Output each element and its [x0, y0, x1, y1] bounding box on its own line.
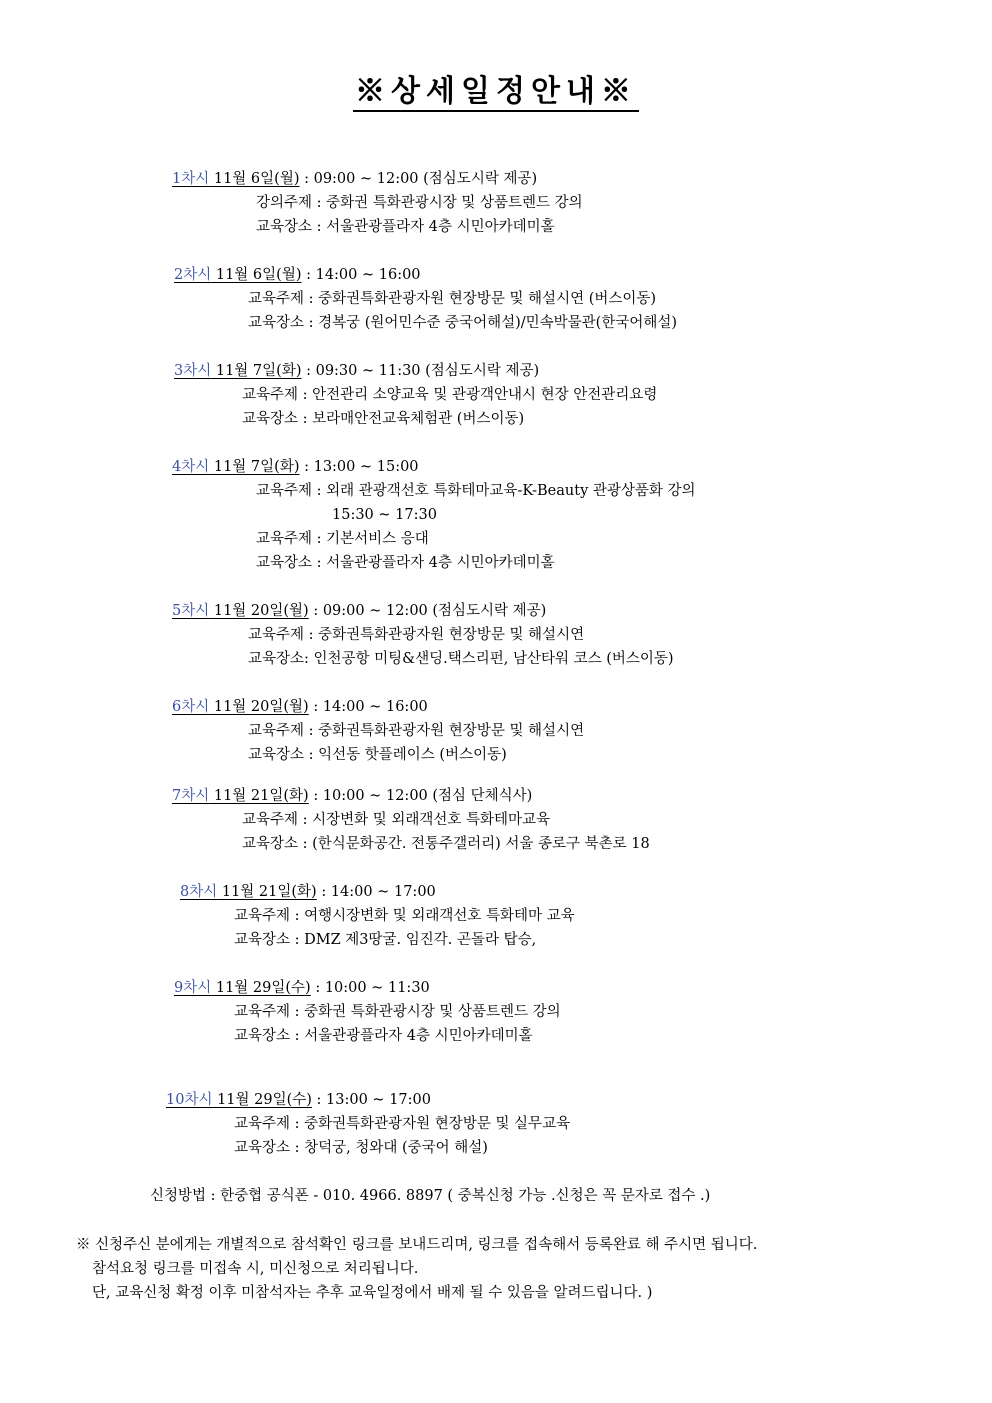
session-10-header [166, 1091, 431, 1109]
session-2-time: : 14:00 ~ 16:00 [301, 267, 421, 283]
session-3-number: 3차시 [174, 363, 212, 379]
session-9-line-1: 교육주제 : 중화권 특화관광시장 및 상품트렌드 강의 [234, 1004, 561, 1020]
session-5-date: 11월 20일(월) [209, 603, 309, 619]
session-7-header [172, 787, 532, 805]
session-2-header [174, 266, 421, 284]
session-1-date: 11월 6일(월) [209, 171, 300, 187]
session-6-time: : 14:00 ~ 16:00 [308, 699, 428, 715]
session-7-time: : 10:00 ~ 12:00 (점심 단체식사) [308, 788, 533, 804]
session-4-header [172, 458, 419, 476]
session-5-line-2: 교육장소: 인천공항 미팅&샌딩.택스리펀, 남산타워 코스 (버스이동) [248, 651, 674, 667]
session-2-date: 11월 6일(월) [211, 267, 302, 283]
session-6-date: 11월 20일(월) [209, 699, 309, 715]
session-8-number: 8차시 [180, 884, 218, 900]
session-8-line-2: 교육장소 : DMZ 제3땅굴. 임진각. 곤돌라 탑승, [234, 932, 537, 948]
session-5-number: 5차시 [172, 603, 210, 619]
session-6-line-2: 교육장소 : 익선동 핫플레이스 (버스이동) [248, 747, 507, 763]
session-6-line-1: 교육주제 : 중화권특화관광자원 현장방문 및 해설시연 [248, 723, 585, 739]
session-10-time: : 13:00 ~ 17:00 [311, 1092, 431, 1108]
session-8-header [180, 883, 436, 901]
session-10-line-2: 교육장소 : 창덕궁, 청와대 (중국어 해설) [234, 1140, 488, 1156]
session-8-date: 11월 21일(화) [217, 884, 317, 900]
session-4-line-2: 15:30 ~ 17:30 [332, 507, 437, 523]
session-2-number: 2차시 [174, 267, 212, 283]
session-9-line-2: 교육장소 : 서울관광플라자 4층 시민아카데미홀 [234, 1028, 533, 1044]
session-8-time: : 14:00 ~ 17:00 [316, 884, 436, 900]
session-10-date: 11월 29일(수) [212, 1092, 312, 1108]
session-9-header [174, 979, 430, 997]
note-line-3: 단, 교육신청 확정 이후 미참석자는 추후 교육일정에서 배제 될 수 있음을 알려드립니다. ) [92, 1285, 653, 1301]
session-4-time: : 13:00 ~ 15:00 [299, 459, 419, 475]
session-4-date: 11월 7일(화) [209, 459, 300, 475]
session-8-line-1: 교육주제 : 여행시장변화 및 외래객선호 특화테마 교육 [234, 908, 575, 924]
session-9-time: : 10:00 ~ 11:30 [310, 980, 430, 996]
session-3-time: : 09:30 ~ 11:30 (점심도시락 제공) [301, 363, 540, 379]
session-3-header [174, 362, 539, 380]
session-2-line-2: 교육장소 : 경복궁 (원어민수준 중국어해설)/민속박물관(한국어해설) [248, 315, 678, 331]
session-4-line-1: 교육주제 : 외래 관광객선호 특화테마교육-K-Beauty 관광상품화 강의 [256, 483, 696, 499]
session-1-line-2: 교육장소 : 서울관광플라자 4층 시민아카데미홀 [256, 219, 555, 235]
session-7-line-2: 교육장소 : (한식문화공간. 전통주갤러리) 서울 종로구 북촌로 18 [242, 836, 650, 852]
page-title-text: ※상세일정안내※ [353, 74, 639, 112]
session-10-line-1: 교육주제 : 중화권특화관광자원 현장방문 및 실무교육 [234, 1116, 571, 1132]
session-5-time: : 09:00 ~ 12:00 (점심도시락 제공) [308, 603, 547, 619]
note-line-2: 참석요청 링크를 미접속 시, 미신청으로 처리됩니다. [92, 1261, 419, 1277]
note-line-1: ※ 신청주신 분에게는 개별적으로 참석확인 링크를 보내드리며, 링크를 접속해서 등록완료 해 주시면 됩니다. [76, 1237, 758, 1253]
session-7-line-1: 교육주제 : 시장변화 및 외래객선호 특화테마교육 [242, 812, 551, 828]
session-3-line-2: 교육장소 : 보라매안전교육체험관 (버스이동) [242, 411, 525, 427]
session-5-header [172, 602, 546, 620]
session-1-line-1: 강의주제 : 중화권 특화관광시장 및 상품트렌드 강의 [256, 195, 583, 211]
session-10-number: 10차시 [166, 1092, 213, 1108]
session-4-number: 4차시 [172, 459, 210, 475]
session-7-number: 7차시 [172, 788, 210, 804]
session-1-header [172, 170, 537, 188]
session-3-date: 11월 7일(화) [211, 363, 302, 379]
session-1-number: 1차시 [172, 171, 210, 187]
session-2-line-1: 교육주제 : 중화권특화관광자원 현장방문 및 해설시연 (버스이동) [248, 291, 657, 307]
session-5-line-1: 교육주제 : 중화권특화관광자원 현장방문 및 해설시연 [248, 627, 585, 643]
session-6-header [172, 698, 428, 716]
application-method: 신청방법 : 한중협 공식폰 - 010. 4966. 8897 ( 중복신청 가능 .신청은 꼭 문자로 접수 .) [150, 1188, 711, 1204]
session-1-time: : 09:00 ~ 12:00 (점심도시락 제공) [299, 171, 538, 187]
session-9-number: 9차시 [174, 980, 212, 996]
page-title [0, 66, 992, 110]
session-6-number: 6차시 [172, 699, 210, 715]
session-4-line-3: 교육주제 : 기본서비스 응대 [256, 531, 429, 547]
session-4-line-4: 교육장소 : 서울관광플라자 4층 시민아카데미홀 [256, 555, 555, 571]
session-9-date: 11월 29일(수) [211, 980, 311, 996]
session-7-date: 11월 21일(화) [209, 788, 309, 804]
session-3-line-1: 교육주제 : 안전관리 소양교육 및 관광객안내시 현장 안전관리요령 [242, 387, 658, 403]
